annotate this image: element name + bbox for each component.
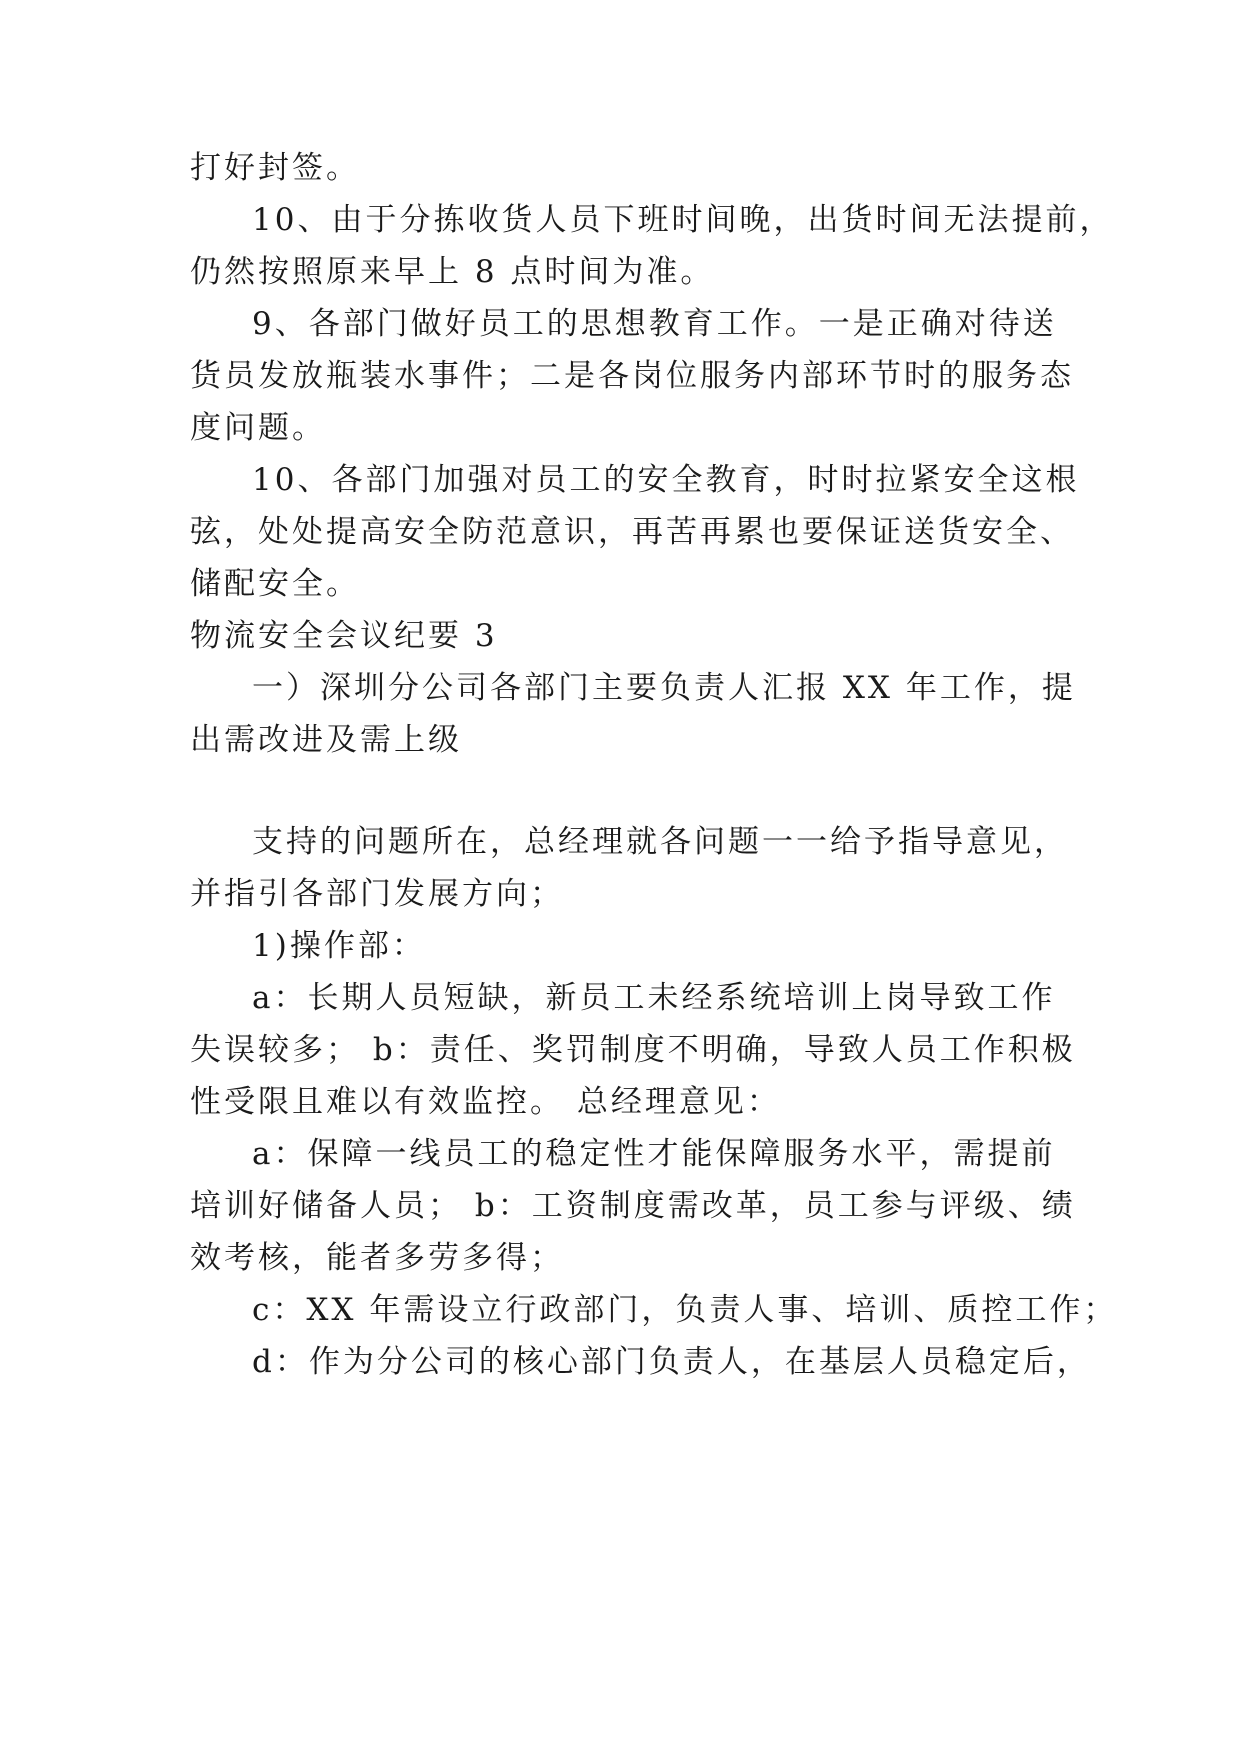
- text-line: 打好封签。: [190, 150, 360, 186]
- text-line: 度问题。: [190, 410, 326, 446]
- text-line: 货员发放瓶装水事件；二是各岗位服务内部环节时的服务态: [190, 358, 1074, 394]
- text-line: c：XX 年需设立行政部门，负责人事、培训、质控工作；: [252, 1292, 1118, 1328]
- text-line: a：保障一线员工的稳定性才能保障服务水平，需提前: [252, 1136, 1056, 1172]
- text-line: 性受限且难以有效监控。 总经理意见：: [190, 1084, 781, 1120]
- text-line: 出需改进及需上级: [190, 722, 462, 758]
- text-line: 1)操作部：: [252, 928, 426, 964]
- text-line: 效考核，能者多劳多得；: [190, 1240, 564, 1276]
- section-heading: 物流安全会议纪要 3: [190, 618, 498, 654]
- text-line: 弦，处处提高安全防范意识，再苦再累也要保证送货安全、: [190, 514, 1074, 550]
- text-line: 10、各部门加强对员工的安全教育，时时拉紧安全这根: [252, 462, 1080, 498]
- text-line: 培训好储备人员； b：工资制度需改革，员工参与评级、绩: [190, 1188, 1076, 1224]
- text-line: a：长期人员短缺，新员工未经系统培训上岗导致工作: [252, 980, 1056, 1016]
- text-line: 一）深圳分公司各部门主要负责人汇报 XX 年工作，提: [252, 670, 1076, 706]
- text-line: 支持的问题所在，总经理就各问题一一给予指导意见，: [252, 824, 1068, 860]
- text-line: 9、各部门做好员工的思想教育工作。一是正确对待送: [252, 306, 1057, 342]
- text-line: d：作为分公司的核心部门负责人，在基层人员稳定后，: [252, 1344, 1091, 1380]
- text-line: 并指引各部门发展方向；: [190, 876, 564, 912]
- text-line: 失误较多； b：责任、奖罚制度不明确，导致人员工作积极: [190, 1032, 1076, 1068]
- text-line: 仍然按照原来早上 8 点时间为准。: [190, 254, 715, 290]
- text-line: 储配安全。: [190, 566, 360, 602]
- text-line: 10、由于分拣收货人员下班时间晚，出货时间无法提前，: [252, 202, 1114, 238]
